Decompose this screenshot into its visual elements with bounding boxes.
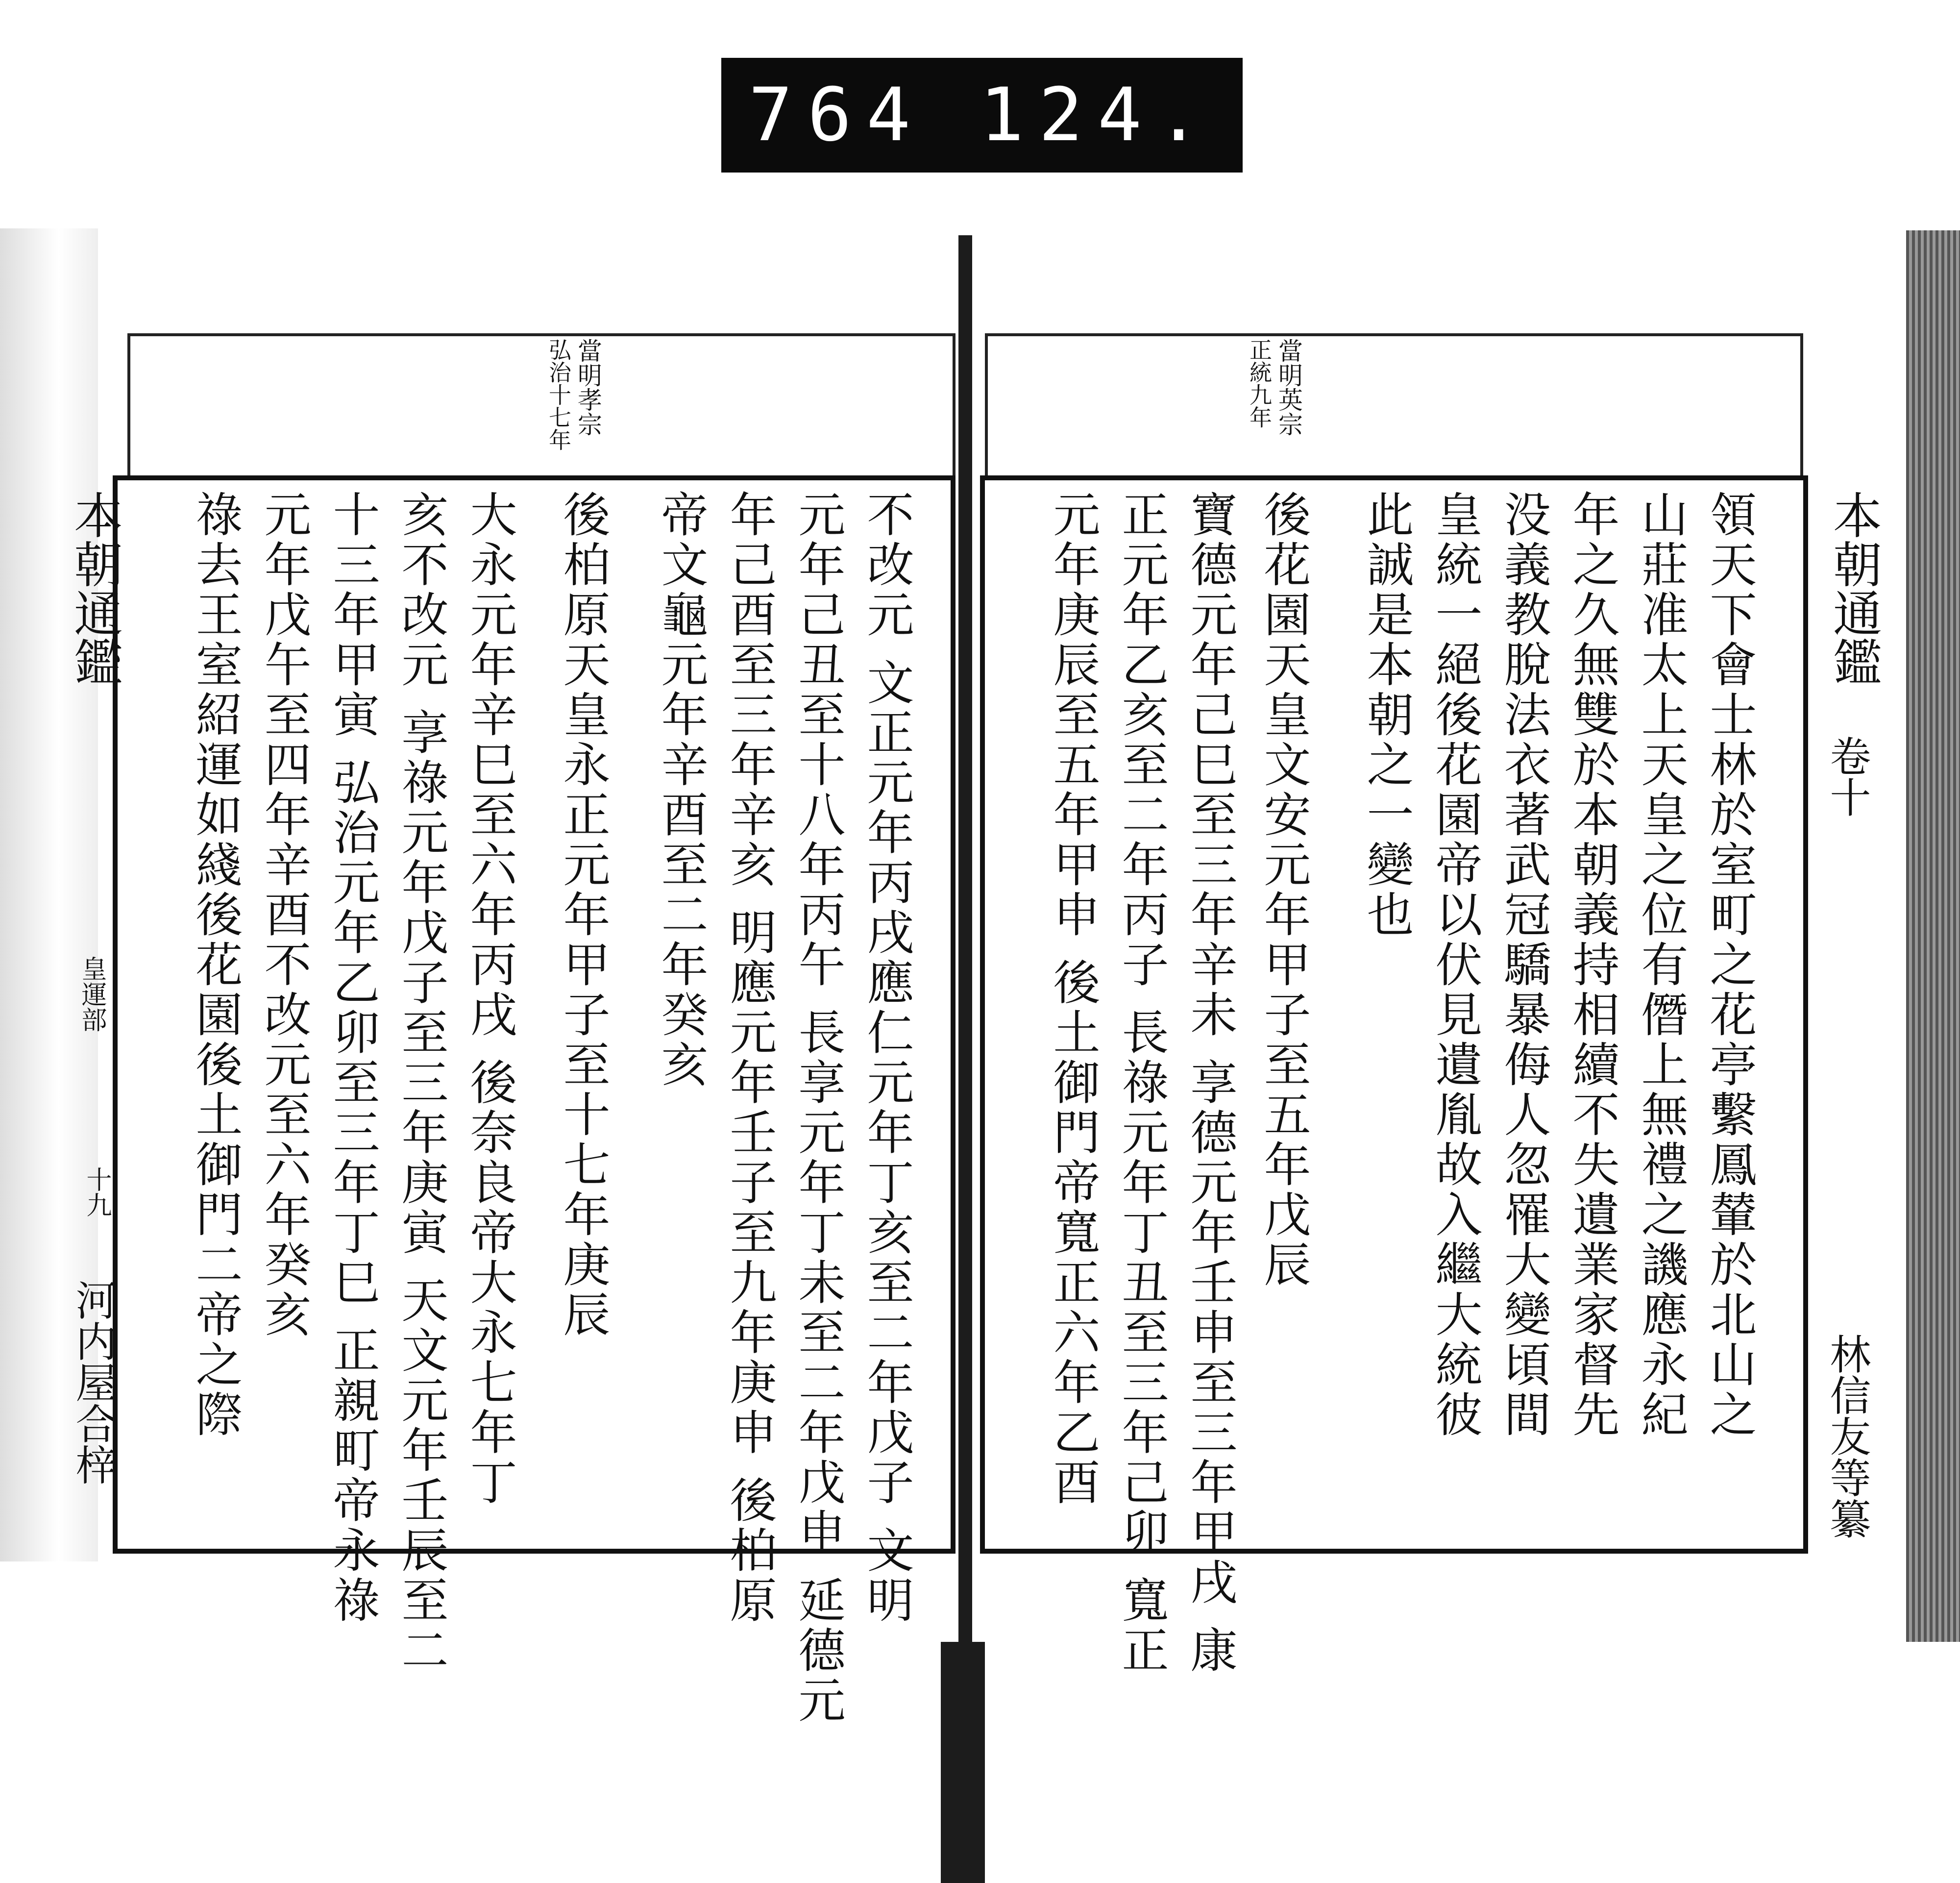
left-margin-publisher: 河内屋合梓 — [69, 1279, 117, 1485]
left-col-9: 元年戊午至四年辛酉不改元至六年癸亥 — [257, 490, 312, 1340]
left-col-7: 亥不改元 享祿元年戊子至三年庚寅 天文元年壬辰至二 — [394, 490, 449, 1676]
right-margin-title: 本朝通鑑 — [1825, 490, 1882, 686]
right-col-5: 皇統一絕後花園帝以伏見遺胤故入繼大統彼 — [1428, 490, 1483, 1440]
right-col-8: 寶德元年己巳至三年辛未 享德元年壬申至三年甲戌 康 — [1183, 490, 1238, 1676]
left-col-6: 大永元年辛巳至六年丙戌 後奈良帝大永七年丁 — [463, 490, 517, 1508]
right-col-4: 没義教脫法衣著武冠驕暴侮人忽罹大變頃間 — [1496, 490, 1551, 1440]
right-header-band — [985, 333, 1803, 475]
right-margin-volume: 卷十 — [1823, 735, 1871, 818]
left-col-1: 不改元 文正元年丙戌應仁元年丁亥至二年戊子 文明 — [859, 490, 914, 1626]
left-col-8: 十三年甲寅 弘治元年乙卯至三年丁巳 正親町帝永祿 — [325, 490, 380, 1626]
left-col-3: 年己酉至三年辛亥 明應元年壬子至九年庚申 後柏原 — [722, 490, 777, 1626]
archive-number-label — [721, 58, 1243, 173]
archive-number-left: 764 — [748, 73, 926, 158]
right-header-line2: 正統九年 — [1246, 338, 1273, 428]
archive-number-right: 124. — [980, 73, 1216, 158]
left-margin-section: 皇運部 — [77, 956, 106, 1032]
left-margin-page: 十九 — [82, 1166, 111, 1217]
left-page — [54, 235, 958, 1726]
book-edge-right — [1906, 230, 1960, 1642]
left-margin-title: 本朝通鑑 — [66, 490, 123, 686]
left-col-4: 帝文龜元年辛酉至二年癸亥 — [654, 490, 709, 1090]
right-col-10: 元年庚辰至五年甲申 後土御門帝寬正六年乙酉 — [1046, 490, 1101, 1508]
left-header-band — [127, 333, 956, 475]
left-header-note — [544, 338, 603, 451]
right-page — [975, 235, 1896, 1676]
right-col-7: 後花園天皇文安元年甲子至五年戊辰 — [1256, 490, 1311, 1290]
right-col-2: 山莊准太上天皇之位有僭上無禮之譏應永紀 — [1634, 490, 1689, 1440]
right-col-6: 此誠是本朝之一變也 — [1359, 490, 1414, 940]
right-col-1: 領天下會士林於室町之花亭繫鳳輦於北山之 — [1702, 490, 1757, 1440]
right-header-line1: 當明英宗 — [1274, 338, 1303, 436]
book-spine-foot — [941, 1642, 985, 1883]
right-margin-author: 林信友等纂 — [1823, 1333, 1871, 1539]
right-header-note — [1245, 338, 1303, 436]
left-header-line1: 當明孝宗 — [574, 338, 602, 436]
book-spine — [958, 235, 972, 1883]
right-col-3: 年之久無雙於本朝義持相續不失遺業家督先 — [1565, 490, 1620, 1440]
right-col-9: 正元年乙亥至二年丙子 長祿元年丁丑至三年己卯 寬正 — [1114, 490, 1169, 1676]
left-header-line2: 弘治十七年 — [545, 338, 572, 451]
left-col-10: 祿去王室紹運如綫後花園後土御門二帝之際 — [188, 490, 243, 1440]
left-col-5: 後柏原天皇永正元年甲子至十七年庚辰 — [556, 490, 611, 1340]
left-col-2: 元年己丑至十八年丙午 長享元年丁未至二年戊申 延德元 — [791, 490, 846, 1726]
